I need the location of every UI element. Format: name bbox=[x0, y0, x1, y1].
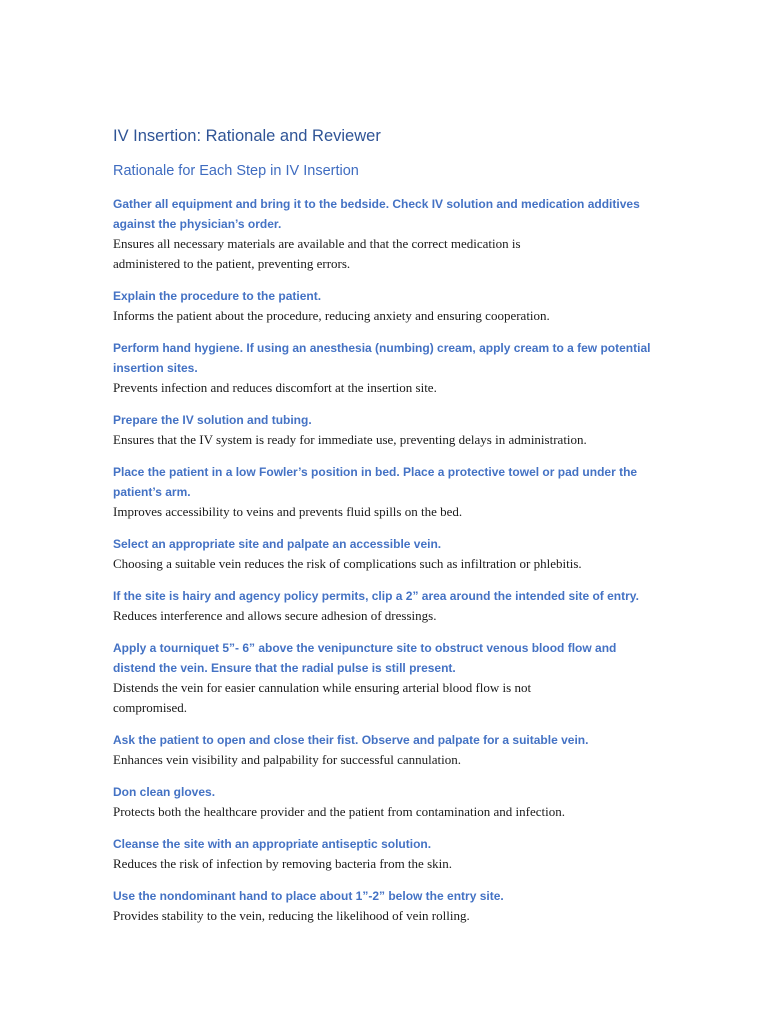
step-rationale bbox=[113, 906, 673, 926]
step-heading bbox=[113, 534, 673, 554]
step-item bbox=[113, 782, 673, 822]
step-rationale-line: Reduces interference and allows secure adhesion of dressings. bbox=[113, 608, 437, 623]
step-heading-line: Ask the patient to open and close their fist. Observe and palpate for a suitable vein. bbox=[113, 733, 589, 747]
step-rationale bbox=[113, 554, 673, 574]
step-item bbox=[113, 286, 673, 326]
step-rationale bbox=[113, 802, 673, 822]
step-item bbox=[113, 462, 673, 522]
step-rationale-line: Informs the patient about the procedure, reducing anxiety and ensuring cooperation. bbox=[113, 308, 550, 323]
step-heading-line: Place the patient in a low Fowler’s position in bed. Place a protective towel or pad under the bbox=[113, 465, 638, 479]
step-rationale-line: Prevents infection and reduces discomfort at the insertion site. bbox=[113, 380, 437, 395]
step-heading bbox=[113, 410, 673, 430]
step-heading-line: Don clean gloves. bbox=[113, 785, 216, 799]
step-heading bbox=[113, 886, 673, 906]
step-rationale-line: Ensures all necessary materials are available and that the correct medication is bbox=[113, 236, 521, 251]
step-rationale bbox=[113, 306, 673, 326]
step-heading bbox=[113, 782, 673, 802]
step-heading bbox=[113, 194, 673, 234]
step-heading bbox=[113, 286, 673, 306]
step-heading bbox=[113, 730, 673, 750]
step-heading bbox=[113, 462, 673, 502]
step-heading-line: Perform hand hygiene. If using an anesthesia (numbing) cream, apply cream to a few potential bbox=[113, 341, 651, 355]
step-item bbox=[113, 410, 673, 450]
step-heading bbox=[113, 638, 673, 678]
step-rationale-line: Protects both the healthcare provider and the patient from contamination and infection. bbox=[113, 804, 565, 819]
step-item bbox=[113, 886, 673, 926]
step-heading bbox=[113, 586, 673, 606]
step-rationale bbox=[113, 606, 673, 626]
document-page bbox=[113, 124, 673, 938]
step-item bbox=[113, 534, 673, 574]
step-rationale bbox=[113, 678, 673, 718]
step-item bbox=[113, 338, 673, 398]
step-heading-line: distend the vein. Ensure that the radial pulse is still present. bbox=[113, 661, 456, 675]
step-heading-line: If the site is hairy and agency policy permits, clip a 2” area around the intended site of entry. bbox=[113, 589, 639, 603]
step-heading-line: Apply a tourniquet 5”- 6” above the venipuncture site to obstruct venous blood flow and bbox=[113, 641, 617, 655]
step-rationale bbox=[113, 750, 673, 770]
step-rationale-line: compromised. bbox=[113, 700, 188, 715]
step-rationale-line: Ensures that the IV system is ready for immediate use, preventing delays in administration. bbox=[113, 432, 587, 447]
step-heading-line: Use the nondominant hand to place about 1”-2” below the entry site. bbox=[113, 889, 504, 903]
step-rationale bbox=[113, 502, 673, 522]
step-list bbox=[113, 194, 673, 926]
step-heading-line: Gather all equipment and bring it to the bedside. Check IV solution and medication additives bbox=[113, 197, 640, 211]
step-rationale bbox=[113, 378, 673, 398]
step-rationale bbox=[113, 430, 673, 450]
step-heading bbox=[113, 834, 673, 854]
step-rationale-line: Enhances vein visibility and palpability for successful cannulation. bbox=[113, 752, 462, 767]
document-title: IV Insertion: Rationale and Reviewer bbox=[113, 127, 381, 145]
step-heading-line: patient’s arm. bbox=[113, 485, 191, 499]
step-rationale-line: Provides stability to the vein, reducing the likelihood of vein rolling. bbox=[113, 908, 470, 923]
step-heading-line: insertion sites. bbox=[113, 361, 198, 375]
step-rationale bbox=[113, 854, 673, 874]
step-heading-line: Prepare the IV solution and tubing. bbox=[113, 413, 312, 427]
step-rationale-line: Improves accessibility to veins and prevents fluid spills on the bed. bbox=[113, 504, 463, 519]
step-heading-line: Cleanse the site with an appropriate antiseptic solution. bbox=[113, 837, 432, 851]
step-heading bbox=[113, 338, 673, 378]
step-rationale-line: administered to the patient, preventing errors. bbox=[113, 256, 351, 271]
step-item bbox=[113, 638, 673, 718]
step-rationale-line: Choosing a suitable vein reduces the risk of complications such as infiltration or phlebitis. bbox=[113, 556, 582, 571]
step-heading-line: Select an appropriate site and palpate an accessible vein. bbox=[113, 537, 442, 551]
document-subtitle: Rationale for Each Step in IV Insertion bbox=[113, 163, 359, 179]
step-rationale bbox=[113, 234, 673, 274]
step-heading-line: against the physician’s order. bbox=[113, 217, 282, 231]
step-rationale-line: Distends the vein for easier cannulation while ensuring arterial blood flow is not bbox=[113, 680, 532, 695]
step-item bbox=[113, 730, 673, 770]
step-item bbox=[113, 834, 673, 874]
step-item bbox=[113, 586, 673, 626]
step-rationale-line: Reduces the risk of infection by removing bacteria from the skin. bbox=[113, 856, 452, 871]
step-item bbox=[113, 194, 673, 274]
step-heading-line: Explain the procedure to the patient. bbox=[113, 289, 322, 303]
